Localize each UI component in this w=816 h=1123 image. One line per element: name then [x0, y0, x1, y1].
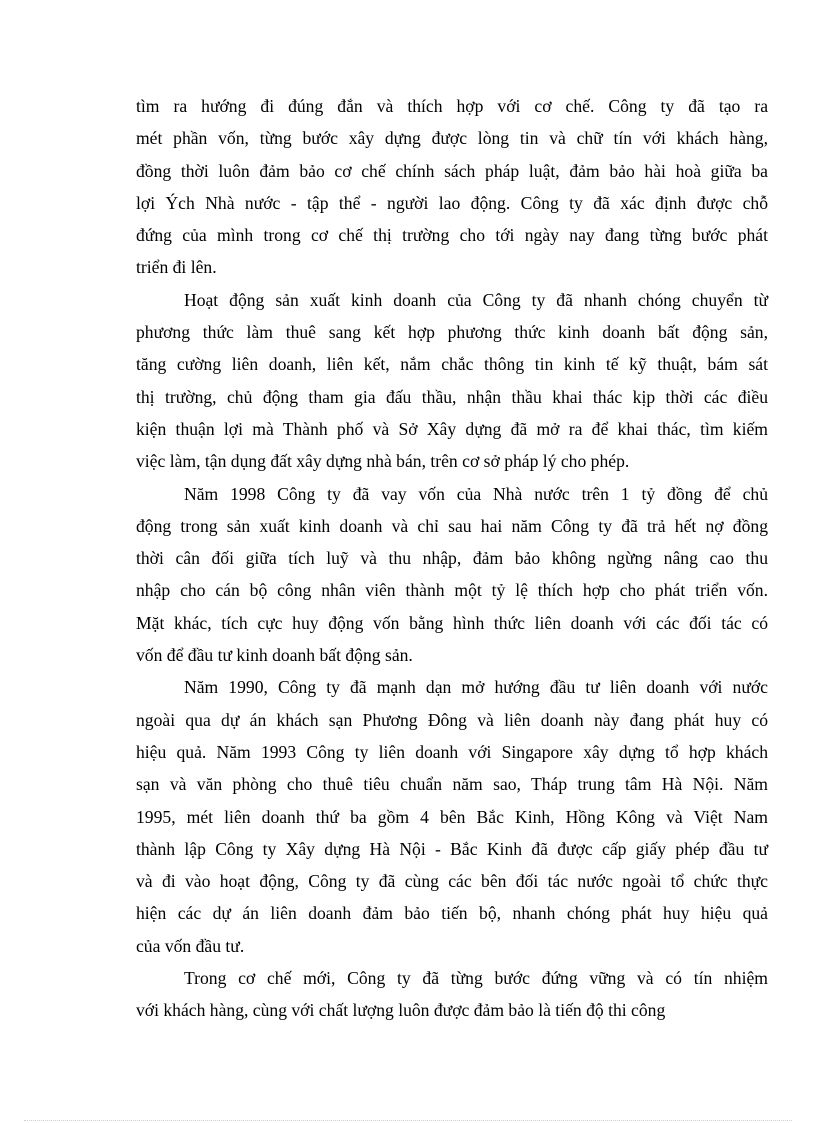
- text-line: mét phần vốn, từng bước xây dựng được lòng tin và chữ tín với khách hàng,: [136, 128, 768, 149]
- text-line: thành lập Công ty Xây dựng Hà Nội - Bắc Kinh đã được cấp giấy phép đầu tư: [136, 838, 768, 859]
- text-line: Hoạt động sản xuất kinh doanh của Công ty đã nhanh chóng chuyển từ: [184, 289, 768, 310]
- text-line: hiện các dự án liên doanh đảm bảo tiến bộ, nhanh chóng phát huy hiệu quả: [136, 903, 768, 924]
- text-line: phương thức làm thuê sang kết hợp phương thức kinh doanh bất động sản,: [136, 322, 768, 343]
- text-line: lợi Ých Nhà nước - tập thể - người lao động. Công ty đã xác định được chỗ: [136, 192, 768, 213]
- paragraph: [136, 90, 768, 284]
- text-line: nhập cho cán bộ công nhân viên thành một tỷ lệ thích hợp cho phát triển vốn.: [136, 580, 768, 601]
- text-line: thời cân đối giữa tích luỹ và thu nhập, đảm bảo không ngừng nâng cao thu: [136, 548, 768, 569]
- text-line: Mặt khác, tích cực huy động vốn bằng hình thức liên doanh với các đối tác có: [136, 612, 768, 633]
- text-line: ngoài qua dự án khách sạn Phương Đông và liên doanh này đang phát huy có: [136, 709, 768, 730]
- text-line: sạn và văn phòng cho thuê tiêu chuẩn năm sao, Tháp trung tâm Hà Nội. Năm: [136, 774, 768, 795]
- text-line: việc làm, tận dụng đất xây dựng nhà bán, trên cơ sở pháp lý cho phép.: [136, 451, 630, 472]
- text-line: và đi vào hoạt động, Công ty đã cùng các bên đối tác nước ngoài tổ chức thực: [136, 871, 768, 892]
- text-line: tìm ra hướng đi đúng đắn và thích hợp với cơ chế. Công ty đã tạo ra: [136, 96, 768, 116]
- text-line: 1995, mét liên doanh thứ ba gồm 4 bên Bắc Kinh, Hồng Kông và Việt Nam: [136, 806, 768, 827]
- text-line: kiện thuận lợi mà Thành phố và Sở Xây dựng đã mở ra để khai thác, tìm kiếm: [136, 418, 768, 439]
- text-line: Năm 1998 Công ty đã vay vốn của Nhà nước trên 1 tỷ đồng để chủ: [184, 483, 768, 504]
- text-line: với khách hàng, cùng với chất lượng luôn được đảm bảo là tiến độ thi công: [136, 1000, 666, 1021]
- paragraph: [136, 962, 768, 1027]
- text-line: vốn để đầu tư kinh doanh bất động sản.: [136, 645, 413, 666]
- document-body: [136, 90, 768, 1027]
- text-line: Năm 1990, Công ty đã mạnh dạn mở hướng đầu tư liên doanh với nước: [184, 677, 768, 698]
- text-line: thị trường, chủ động tham gia đấu thầu, nhận thầu khai thác kịp thời các điều: [136, 386, 768, 407]
- page-bottom-divider: [24, 1120, 792, 1121]
- text-line: động trong sản xuất kinh doanh và chỉ sau hai năm Công ty đã trả hết nợ đồng: [136, 515, 768, 536]
- text-line: hiệu quả. Năm 1993 Công ty liên doanh với Singapore xây dựng tổ hợp khách: [136, 741, 768, 762]
- text-line: tăng cường liên doanh, liên kết, nắm chắc thông tin kinh tế kỹ thuật, bám sát: [136, 354, 768, 375]
- text-line: triển đi lên.: [136, 257, 217, 278]
- text-line: Trong cơ chế mới, Công ty đã từng bước đứng vững và có tín nhiệm: [184, 968, 768, 989]
- text-line: của vốn đầu tư.: [136, 935, 245, 956]
- paragraph: [136, 284, 768, 478]
- paragraph: [136, 478, 768, 672]
- text-line: đồng thời luôn đảm bảo cơ chế chính sách pháp luật, đảm bảo hài hoà giữa ba: [136, 160, 768, 181]
- paragraph: [136, 671, 768, 962]
- text-line: đứng của mình trong cơ chế thị trường cho tới ngày nay đang từng bước phát: [136, 225, 768, 246]
